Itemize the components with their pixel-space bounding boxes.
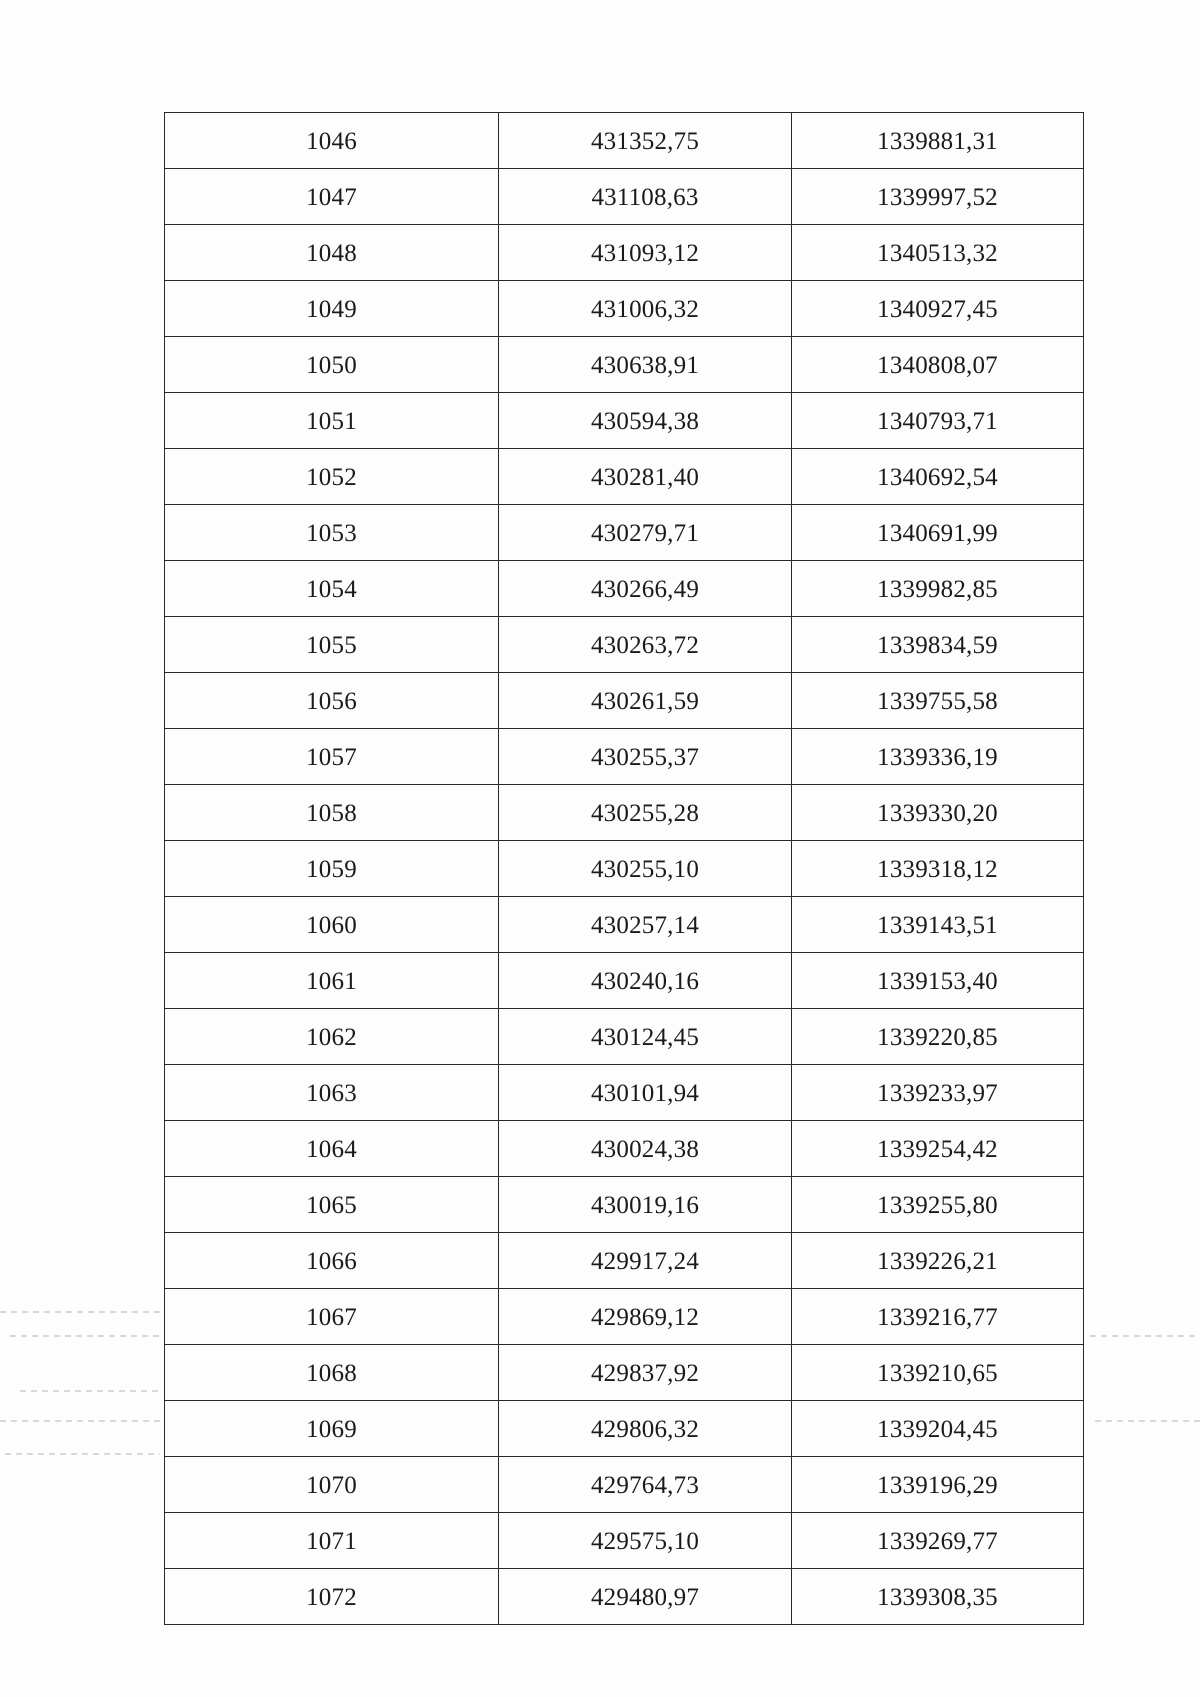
table-row bbox=[165, 281, 1084, 337]
x-coordinate-cell: 430279,71 bbox=[499, 505, 792, 561]
point-number-cell: 1067 bbox=[165, 1289, 499, 1345]
point-number-cell: 1052 bbox=[165, 449, 499, 505]
table-row bbox=[165, 953, 1084, 1009]
point-number-cell: 1071 bbox=[165, 1513, 499, 1569]
table-row bbox=[165, 617, 1084, 673]
y-coordinate-cell: 1339220,85 bbox=[792, 1009, 1084, 1065]
y-coordinate-cell: 1339216,77 bbox=[792, 1289, 1084, 1345]
table-row bbox=[165, 337, 1084, 393]
y-coordinate-cell: 1339233,97 bbox=[792, 1065, 1084, 1121]
coordinates-table-body bbox=[165, 113, 1084, 1625]
table-row bbox=[165, 449, 1084, 505]
point-number-cell: 1047 bbox=[165, 169, 499, 225]
table-row bbox=[165, 1513, 1084, 1569]
y-coordinate-cell: 1339881,31 bbox=[792, 113, 1084, 169]
x-coordinate-cell: 430124,45 bbox=[499, 1009, 792, 1065]
table-row bbox=[165, 505, 1084, 561]
y-coordinate-cell: 1339834,59 bbox=[792, 617, 1084, 673]
table-row bbox=[165, 169, 1084, 225]
point-number-cell: 1064 bbox=[165, 1121, 499, 1177]
scan-artifact bbox=[0, 1420, 160, 1422]
point-number-cell: 1051 bbox=[165, 393, 499, 449]
x-coordinate-cell: 431352,75 bbox=[499, 113, 792, 169]
y-coordinate-cell: 1339755,58 bbox=[792, 673, 1084, 729]
x-coordinate-cell: 430257,14 bbox=[499, 897, 792, 953]
x-coordinate-cell: 429837,92 bbox=[499, 1345, 792, 1401]
table-row bbox=[165, 561, 1084, 617]
point-number-cell: 1063 bbox=[165, 1065, 499, 1121]
x-coordinate-cell: 430255,28 bbox=[499, 785, 792, 841]
point-number-cell: 1070 bbox=[165, 1457, 499, 1513]
x-coordinate-cell: 430101,94 bbox=[499, 1065, 792, 1121]
table-row bbox=[165, 1233, 1084, 1289]
x-coordinate-cell: 430240,16 bbox=[499, 953, 792, 1009]
table-row bbox=[165, 673, 1084, 729]
point-number-cell: 1054 bbox=[165, 561, 499, 617]
y-coordinate-cell: 1339997,52 bbox=[792, 169, 1084, 225]
x-coordinate-cell: 429480,97 bbox=[499, 1569, 792, 1625]
table-row bbox=[165, 1121, 1084, 1177]
point-number-cell: 1072 bbox=[165, 1569, 499, 1625]
x-coordinate-cell: 430638,91 bbox=[499, 337, 792, 393]
table-row bbox=[165, 841, 1084, 897]
x-coordinate-cell: 431093,12 bbox=[499, 225, 792, 281]
x-coordinate-cell: 429869,12 bbox=[499, 1289, 792, 1345]
point-number-cell: 1060 bbox=[165, 897, 499, 953]
table-row bbox=[165, 897, 1084, 953]
x-coordinate-cell: 429764,73 bbox=[499, 1457, 792, 1513]
table-row bbox=[165, 393, 1084, 449]
point-number-cell: 1068 bbox=[165, 1345, 499, 1401]
x-coordinate-cell: 430255,10 bbox=[499, 841, 792, 897]
scan-artifact bbox=[10, 1335, 160, 1337]
point-number-cell: 1065 bbox=[165, 1177, 499, 1233]
x-coordinate-cell: 430024,38 bbox=[499, 1121, 792, 1177]
y-coordinate-cell: 1340692,54 bbox=[792, 449, 1084, 505]
y-coordinate-cell: 1339308,35 bbox=[792, 1569, 1084, 1625]
table-row bbox=[165, 1569, 1084, 1625]
y-coordinate-cell: 1339153,40 bbox=[792, 953, 1084, 1009]
table-row bbox=[165, 1401, 1084, 1457]
point-number-cell: 1058 bbox=[165, 785, 499, 841]
table-row bbox=[165, 1345, 1084, 1401]
y-coordinate-cell: 1339204,45 bbox=[792, 1401, 1084, 1457]
y-coordinate-cell: 1339269,77 bbox=[792, 1513, 1084, 1569]
scan-artifact bbox=[1095, 1420, 1200, 1422]
table-row bbox=[165, 785, 1084, 841]
table-row bbox=[165, 1177, 1084, 1233]
y-coordinate-cell: 1339226,21 bbox=[792, 1233, 1084, 1289]
scan-artifact bbox=[20, 1390, 160, 1392]
x-coordinate-cell: 429806,32 bbox=[499, 1401, 792, 1457]
x-coordinate-cell: 430261,59 bbox=[499, 673, 792, 729]
coordinates-table bbox=[164, 112, 1084, 1625]
point-number-cell: 1049 bbox=[165, 281, 499, 337]
x-coordinate-cell: 429575,10 bbox=[499, 1513, 792, 1569]
point-number-cell: 1061 bbox=[165, 953, 499, 1009]
scan-artifact bbox=[5, 1453, 160, 1455]
y-coordinate-cell: 1339336,19 bbox=[792, 729, 1084, 785]
table-row bbox=[165, 729, 1084, 785]
y-coordinate-cell: 1340808,07 bbox=[792, 337, 1084, 393]
y-coordinate-cell: 1340691,99 bbox=[792, 505, 1084, 561]
y-coordinate-cell: 1339318,12 bbox=[792, 841, 1084, 897]
scan-artifact bbox=[0, 1311, 165, 1313]
point-number-cell: 1066 bbox=[165, 1233, 499, 1289]
table-row bbox=[165, 1009, 1084, 1065]
point-number-cell: 1059 bbox=[165, 841, 499, 897]
point-number-cell: 1057 bbox=[165, 729, 499, 785]
table-row bbox=[165, 113, 1084, 169]
x-coordinate-cell: 430263,72 bbox=[499, 617, 792, 673]
y-coordinate-cell: 1339330,20 bbox=[792, 785, 1084, 841]
x-coordinate-cell: 431006,32 bbox=[499, 281, 792, 337]
x-coordinate-cell: 430281,40 bbox=[499, 449, 792, 505]
x-coordinate-cell: 431108,63 bbox=[499, 169, 792, 225]
table-row bbox=[165, 1457, 1084, 1513]
y-coordinate-cell: 1339255,80 bbox=[792, 1177, 1084, 1233]
point-number-cell: 1062 bbox=[165, 1009, 499, 1065]
y-coordinate-cell: 1340793,71 bbox=[792, 393, 1084, 449]
x-coordinate-cell: 430255,37 bbox=[499, 729, 792, 785]
x-coordinate-cell: 430266,49 bbox=[499, 561, 792, 617]
point-number-cell: 1053 bbox=[165, 505, 499, 561]
y-coordinate-cell: 1339196,29 bbox=[792, 1457, 1084, 1513]
point-number-cell: 1050 bbox=[165, 337, 499, 393]
x-coordinate-cell: 430594,38 bbox=[499, 393, 792, 449]
x-coordinate-cell: 430019,16 bbox=[499, 1177, 792, 1233]
y-coordinate-cell: 1339143,51 bbox=[792, 897, 1084, 953]
y-coordinate-cell: 1339982,85 bbox=[792, 561, 1084, 617]
point-number-cell: 1048 bbox=[165, 225, 499, 281]
y-coordinate-cell: 1340513,32 bbox=[792, 225, 1084, 281]
y-coordinate-cell: 1339210,65 bbox=[792, 1345, 1084, 1401]
point-number-cell: 1055 bbox=[165, 617, 499, 673]
y-coordinate-cell: 1340927,45 bbox=[792, 281, 1084, 337]
point-number-cell: 1069 bbox=[165, 1401, 499, 1457]
table-row bbox=[165, 225, 1084, 281]
point-number-cell: 1046 bbox=[165, 113, 499, 169]
scan-artifact bbox=[1090, 1335, 1200, 1337]
y-coordinate-cell: 1339254,42 bbox=[792, 1121, 1084, 1177]
table-row bbox=[165, 1065, 1084, 1121]
table-row bbox=[165, 1289, 1084, 1345]
point-number-cell: 1056 bbox=[165, 673, 499, 729]
x-coordinate-cell: 429917,24 bbox=[499, 1233, 792, 1289]
